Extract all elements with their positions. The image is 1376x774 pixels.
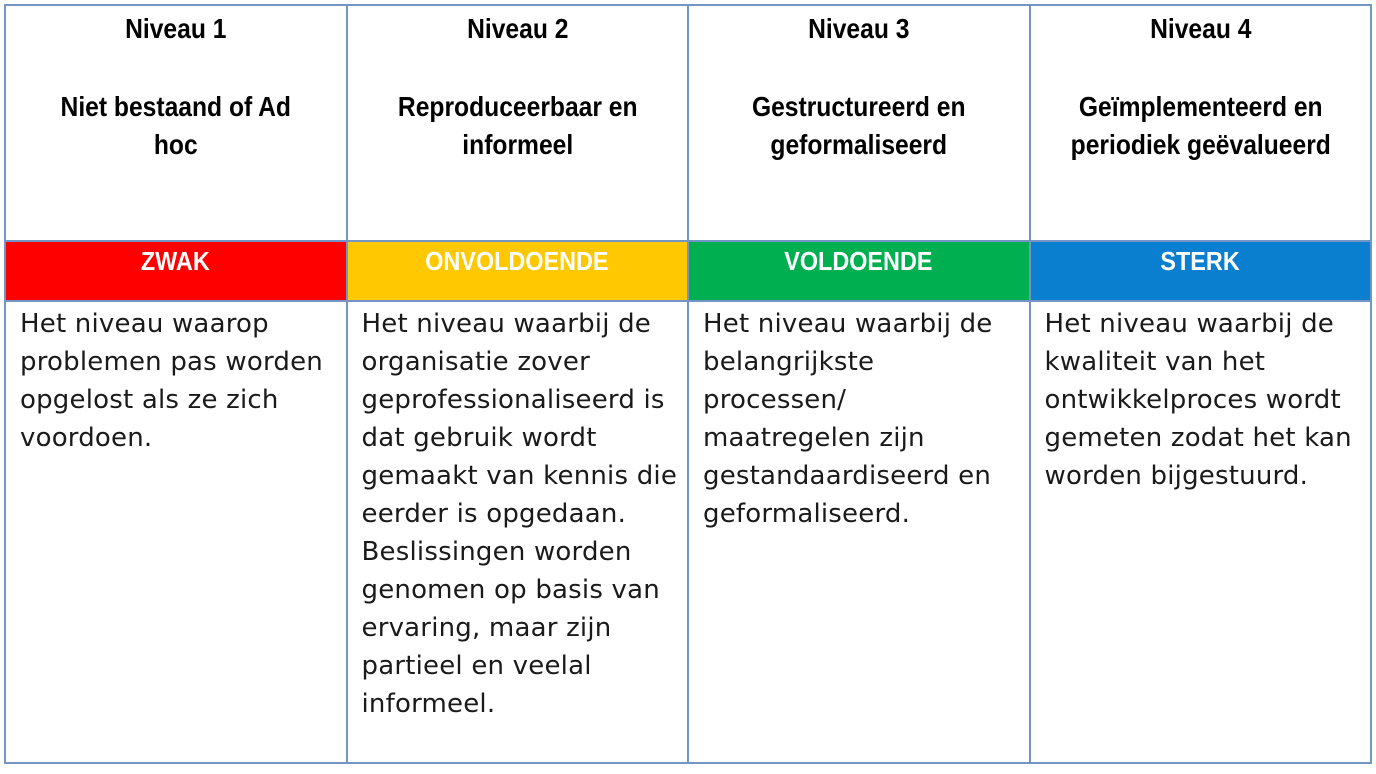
level-header-row — [5, 5, 1371, 241]
rating-cell-sterk — [1030, 241, 1372, 301]
level-header-cell-2 — [347, 5, 689, 241]
rating-label: ONVOLDOENDE — [425, 246, 609, 276]
description-cell-3 — [688, 301, 1030, 763]
rating-cell-voldoende — [688, 241, 1030, 301]
maturity-level-table — [4, 4, 1372, 764]
level-name: Gestructureerd en geformaliseerd — [751, 91, 966, 160]
rating-cell-onvoldoende — [347, 241, 689, 301]
rating-cell-zwak — [5, 241, 347, 301]
level-number: Niveau 2 — [466, 13, 568, 44]
level-number: Niveau 1 — [125, 13, 227, 44]
level-description: Het niveau waarbij de organisatie zover geprofessionaliseerd is dat gebruik wordt gemaakt van kennis die eerder is opgedaan. Beslissingen worden genomen op basis van ervaring, maar zijn partieel en veelal informeel. — [361, 309, 678, 719]
level-header-cell-4 — [1030, 5, 1372, 241]
level-name: Geïmplementeerd en periodiek geëvalueerd — [1070, 91, 1331, 160]
rating-label: STERK — [1160, 246, 1240, 276]
level-header-cell-1 — [5, 5, 347, 241]
level-number: Niveau 4 — [1149, 13, 1251, 44]
rating-label: VOLDOENDE — [784, 246, 933, 276]
level-description: Het niveau waarop problemen pas worden opgelost als ze zich voordoen. — [20, 309, 323, 453]
level-name: Reproduceerbaar en informeel — [397, 91, 638, 160]
level-name: Niet bestaand of Ad hoc — [60, 91, 291, 160]
description-cell-4 — [1030, 301, 1372, 763]
rating-label: ZWAK — [141, 246, 211, 276]
description-cell-1 — [5, 301, 347, 763]
description-cell-2 — [347, 301, 689, 763]
level-description: Het niveau waarbij de kwaliteit van het ontwikkelproces wordt gemeten zodat het kan worden bijgestuurd. — [1044, 309, 1352, 491]
description-row — [5, 301, 1371, 763]
rating-row — [5, 241, 1371, 301]
level-header-cell-3 — [688, 5, 1030, 241]
level-number: Niveau 3 — [808, 13, 910, 44]
level-description: Het niveau waarbij de belangrijkste processen/ maatregelen zijn gestandaardiseerd en geformaliseerd. — [703, 309, 993, 529]
